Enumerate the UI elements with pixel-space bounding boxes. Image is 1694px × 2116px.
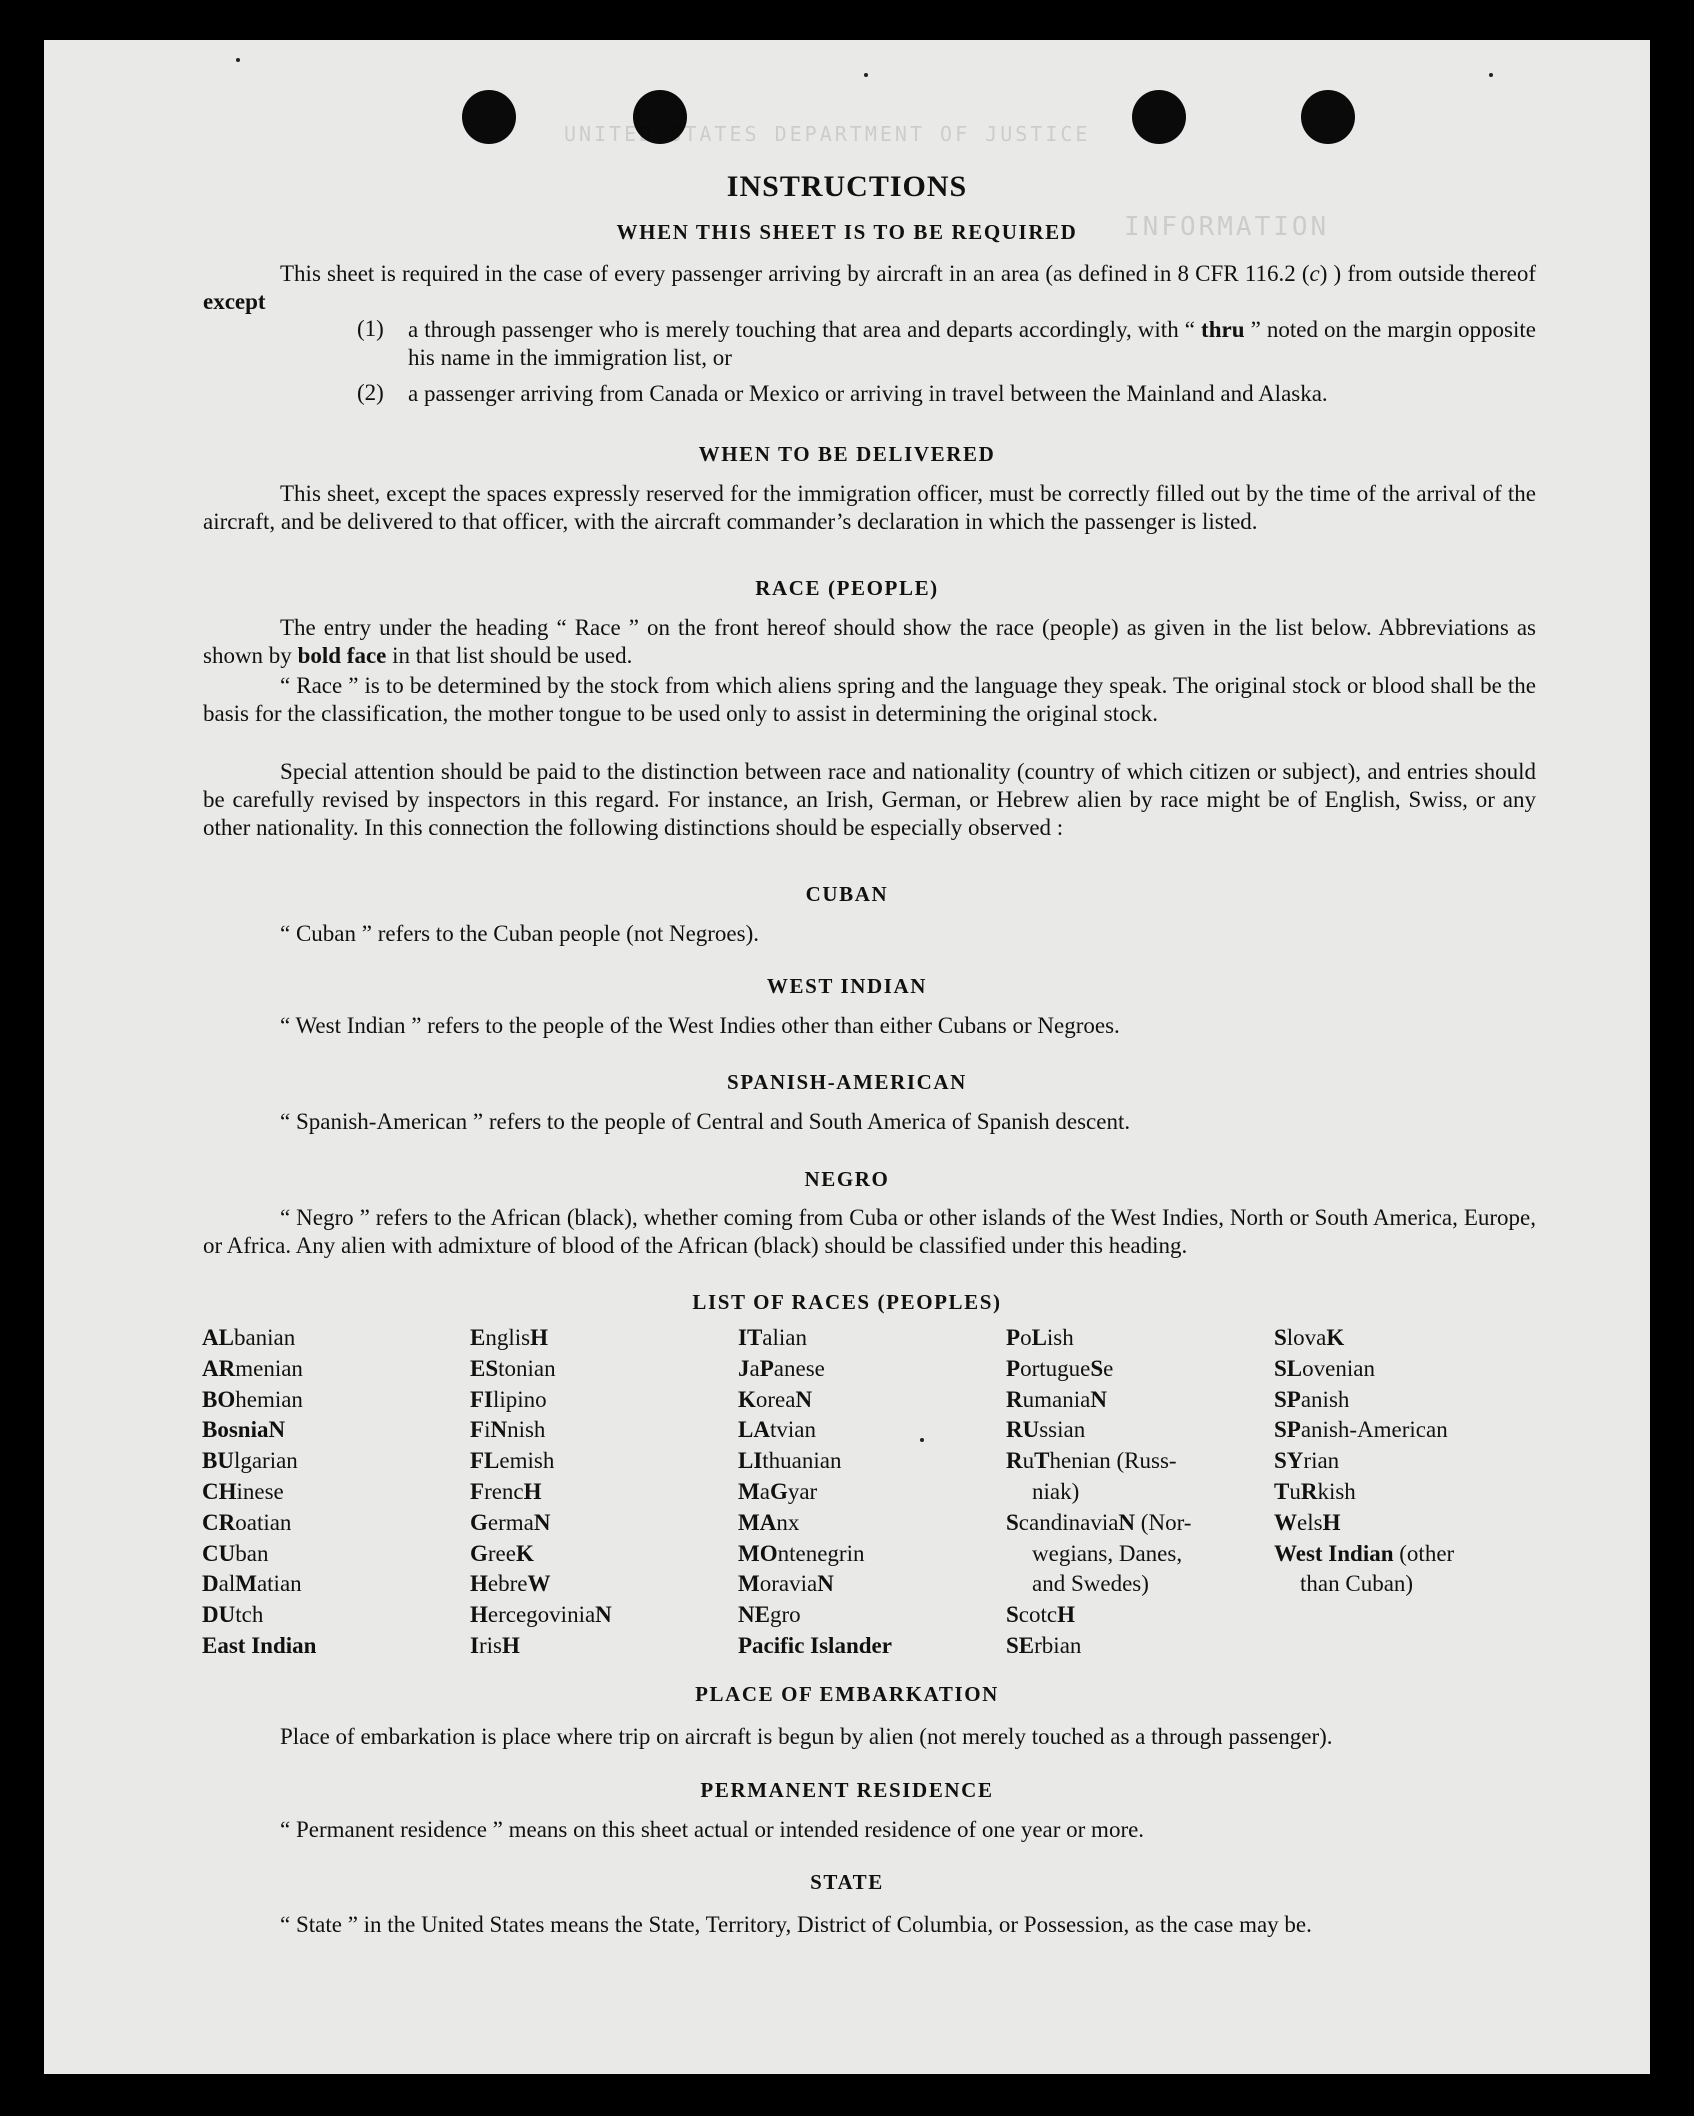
race-entry [738, 1600, 892, 1631]
race-text: renc [484, 1478, 524, 1504]
bleedthrough-text: UNITED STATES DEPARTMENT OF JUSTICE [564, 122, 1091, 146]
bleedthrough-text: INFORMATION [1124, 212, 1330, 242]
race-text: anish [1300, 1386, 1350, 1412]
race-entry [1274, 1323, 1454, 1354]
race-abbrev: CU [202, 1540, 236, 1566]
race-text: (Nor- [1135, 1509, 1192, 1535]
race-text: candinavia [1018, 1509, 1119, 1535]
race-text: ish [1046, 1325, 1074, 1350]
race-entry [202, 1569, 316, 1600]
race-abbrev: IT [738, 1325, 763, 1350]
race-text: lipino [493, 1386, 547, 1412]
race-text: ban [235, 1540, 269, 1566]
race-text: lgarian [233, 1448, 298, 1474]
race-abbrev: SY [1274, 1448, 1304, 1474]
race-abbrev: CR [202, 1509, 236, 1535]
race-text: niak) [1032, 1478, 1080, 1504]
speck [920, 1438, 924, 1442]
race-text: oravia [759, 1571, 818, 1597]
race-text: kish [1317, 1478, 1356, 1504]
race-text: gro [769, 1602, 801, 1628]
paragraph: “ West Indian ” refers to the people of the West Indies other than either Cubans or Negroes. [280, 1013, 1120, 1038]
race-list-column [470, 1323, 612, 1662]
race-abbrev: BU [202, 1448, 234, 1474]
race-text: ssian [1039, 1417, 1086, 1443]
race-text: els [1297, 1509, 1323, 1535]
race-entry [470, 1385, 612, 1416]
race-abbrev: M [738, 1571, 760, 1597]
race-entry [202, 1600, 316, 1631]
race-entry [738, 1539, 892, 1570]
race-entry [470, 1508, 612, 1539]
race-abbrev: L [1031, 1325, 1047, 1350]
race-text: ree [487, 1540, 516, 1566]
race-abbrev: H [530, 1325, 548, 1350]
race-entry [470, 1446, 612, 1477]
race-text: tvian [769, 1417, 816, 1443]
race-list-column [1006, 1323, 1191, 1662]
section-heading: PERMANENT RESIDENCE [700, 1778, 994, 1802]
paragraph: Special attention should be paid to the distinction between race and nationality (country of which citizen or subject), and entries should be carefully revised by inspectors in this regard. For instance, an Irish, German, or Hebrew alien by race might be of English, Swiss, or any other nationality. In this connection the following distinctions should be especially observed : [203, 759, 1536, 840]
race-abbrev: FI [470, 1386, 493, 1412]
race-abbrev: SP [1274, 1386, 1301, 1412]
paragraph: Place of embarkation is place where trip on aircraft is begun by alien (not merely touched as a through passenger). [280, 1724, 1333, 1749]
race-entry [470, 1415, 612, 1446]
race-abbrev: N [817, 1571, 834, 1597]
race-text: erma [487, 1509, 534, 1535]
paragraph: This sheet, except the spaces expressly reserved for the immigration officer, must be correctly filled out by the time of the arrival of the aircraft, and be delivered to that officer, with the aircraft commander’s declaration in which the passenger is listed. [203, 481, 1536, 534]
race-list-column [1274, 1323, 1454, 1600]
race-entry [738, 1415, 892, 1446]
race-abbrev: H [470, 1602, 488, 1628]
race-text: nish [507, 1417, 546, 1443]
race-abbrev: T [1034, 1448, 1050, 1474]
race-entry [1274, 1477, 1454, 1508]
race-abbrev: P [1006, 1355, 1021, 1381]
race-entry [1006, 1631, 1191, 1662]
race-entry [1274, 1446, 1454, 1477]
race-entry [470, 1631, 612, 1662]
race-entry [1274, 1508, 1454, 1539]
race-text: alian [762, 1325, 807, 1350]
list-item: a through passenger who is merely touching that area and departs accordingly, with “ thru ” noted on the margin opposite his name in the immigration list, or [408, 317, 1536, 370]
race-text: ortugue [1020, 1355, 1091, 1381]
race-entry [1274, 1415, 1454, 1446]
race-abbrev: M [738, 1478, 760, 1504]
race-entry [1006, 1323, 1191, 1354]
document-sheet [44, 40, 1650, 2074]
race-text: al [218, 1571, 236, 1597]
race-abbrev: Pacific Islander [738, 1632, 892, 1658]
list-item: a passenger arriving from Canada or Mexico or arriving in travel between the Mainland and Alaska. [408, 381, 1328, 406]
race-abbrev: N [268, 1417, 286, 1443]
race-entry [1274, 1539, 1454, 1570]
race-abbrev: H [1057, 1602, 1075, 1628]
race-text: i [484, 1417, 491, 1443]
race-entry [202, 1631, 316, 1662]
race-abbrev: N [490, 1417, 508, 1443]
race-entry [1006, 1569, 1191, 1600]
race-abbrev: F [470, 1478, 485, 1504]
race-abbrev: D [202, 1571, 219, 1597]
section-heading: WHEN TO BE DELIVERED [698, 442, 996, 466]
punch-hole [462, 90, 516, 144]
race-abbrev: R [1006, 1386, 1023, 1412]
race-text: u [1289, 1478, 1301, 1504]
race-abbrev: K [1326, 1325, 1345, 1350]
race-text: tonian [498, 1355, 556, 1381]
race-entry [470, 1323, 612, 1354]
race-entry [470, 1354, 612, 1385]
race-abbrev: R [1300, 1478, 1318, 1504]
race-abbrev: NE [738, 1602, 770, 1628]
list-number: (1) [357, 316, 384, 341]
race-text: (other [1393, 1540, 1455, 1566]
race-abbrev: M [235, 1571, 257, 1597]
race-text: tch [235, 1602, 264, 1628]
race-abbrev: H [501, 1632, 520, 1658]
race-abbrev: H [470, 1571, 488, 1597]
race-text: ovenian [1302, 1355, 1375, 1381]
section-heading: NEGRO [804, 1167, 890, 1191]
race-abbrev: J [738, 1355, 750, 1381]
speck [864, 73, 868, 77]
paragraph: “ Race ” is to be determined by the stock from which aliens spring and the language they speak. The original stock or blood shall be the basis for the classification, the mother tongue to be used only to assist in determining the original stock. [203, 673, 1536, 726]
race-entry [738, 1385, 892, 1416]
race-abbrev: RU [1006, 1417, 1040, 1443]
race-text: anese [773, 1355, 825, 1381]
race-entry [1006, 1539, 1191, 1570]
race-entry [1006, 1415, 1191, 1446]
race-text: ebre [487, 1571, 528, 1597]
race-abbrev: G [470, 1540, 488, 1566]
race-abbrev: S [1090, 1355, 1104, 1381]
race-abbrev: West Indian [1274, 1540, 1394, 1566]
race-abbrev: DU [202, 1602, 236, 1628]
punch-hole [1132, 90, 1186, 144]
race-text: wegians, Danes, [1032, 1540, 1183, 1566]
race-text: thuanian [762, 1448, 842, 1474]
list-number: (2) [357, 380, 384, 405]
race-abbrev: P [1006, 1325, 1021, 1350]
race-abbrev: N [595, 1602, 612, 1628]
race-entry [202, 1508, 316, 1539]
race-entry [1006, 1446, 1191, 1477]
race-entry [738, 1446, 892, 1477]
race-abbrev: H [1322, 1509, 1341, 1535]
race-abbrev: S [1274, 1325, 1287, 1350]
race-entry [1274, 1354, 1454, 1385]
race-text: banian [233, 1325, 296, 1350]
race-abbrev: S [1006, 1602, 1019, 1628]
race-entry [202, 1539, 316, 1570]
section-heading: LIST OF RACES (PEOPLES) [692, 1290, 1002, 1314]
race-abbrev: S [1006, 1509, 1019, 1535]
race-abbrev: BO [202, 1386, 236, 1412]
paragraph: “ Cuban ” refers to the Cuban people (not Negroes). [280, 921, 760, 946]
race-text: umania [1022, 1386, 1091, 1412]
page-title: INSTRUCTIONS [726, 170, 968, 203]
section-heading: STATE [810, 1870, 884, 1894]
race-text: yar [787, 1478, 818, 1504]
race-abbrev: H [523, 1478, 542, 1504]
race-abbrev: Bosnia [202, 1417, 269, 1443]
race-entry [470, 1477, 612, 1508]
race-text: a [749, 1355, 760, 1381]
race-abbrev: N [1118, 1509, 1136, 1535]
race-entry [470, 1539, 612, 1570]
race-text: hemian [235, 1386, 303, 1412]
race-text: oatian [235, 1509, 292, 1535]
speck [1489, 73, 1493, 77]
race-text: and Swedes) [1032, 1571, 1149, 1597]
race-entry [738, 1323, 892, 1354]
race-abbrev: G [470, 1509, 488, 1535]
section-heading: CUBAN [805, 882, 889, 906]
race-abbrev: MA [738, 1509, 777, 1535]
race-entry [1006, 1354, 1191, 1385]
race-text: orea [755, 1386, 796, 1412]
paragraph: “ Negro ” refers to the African (black), whether coming from Cuba or other islands of the West Indies, North or South America, Europe, or Africa. Any alien with admixture of blood of the African (black) should be classified under this heading. [203, 1205, 1536, 1258]
section-heading: PLACE OF EMBARKATION [695, 1682, 999, 1706]
race-entry [202, 1415, 316, 1446]
speck [236, 58, 240, 62]
section-heading: WHEN THIS SHEET IS TO BE REQUIRED [616, 220, 1078, 244]
race-abbrev: SL [1274, 1355, 1303, 1381]
paragraph: The entry under the heading “ Race ” on the front hereof should show the race (people) as given in the list below. Abbreviations as shown by bold face in that list should be used. [203, 615, 1536, 668]
race-abbrev: ES [470, 1355, 499, 1381]
race-text: ntenegrin [777, 1540, 865, 1566]
race-text: rbian [1034, 1632, 1082, 1658]
race-abbrev: N [1090, 1386, 1107, 1412]
race-entry [202, 1323, 316, 1354]
race-text: u [1022, 1448, 1035, 1474]
race-entry [1006, 1477, 1191, 1508]
race-abbrev: LI [738, 1448, 763, 1474]
race-entry [202, 1446, 316, 1477]
race-text: ercegovinia [487, 1602, 596, 1628]
section-heading: RACE (PEOPLE) [755, 576, 939, 600]
race-abbrev: East Indian [202, 1632, 317, 1658]
intro-paragraph: This sheet is required in the case of every passenger arriving by aircraft in an area (as defined in 8 CFR 116.2 (c) ) from outside thereof except [203, 261, 1536, 314]
race-text: o [1020, 1325, 1032, 1350]
race-abbrev: AL [202, 1325, 234, 1350]
race-text: e [1103, 1355, 1114, 1381]
race-entry [470, 1569, 612, 1600]
race-abbrev: R [1006, 1448, 1023, 1474]
race-text: nglis [485, 1325, 531, 1350]
race-text: than Cuban) [1300, 1571, 1414, 1597]
race-text: ris [478, 1632, 502, 1658]
race-list-column [202, 1323, 316, 1662]
race-text: henian (Russ- [1049, 1448, 1177, 1474]
race-list-column [738, 1323, 892, 1662]
race-entry [738, 1569, 892, 1600]
race-abbrev: N [533, 1509, 551, 1535]
race-text: rian [1303, 1448, 1340, 1474]
race-entry [738, 1354, 892, 1385]
race-entry [1006, 1600, 1191, 1631]
race-entry [202, 1385, 316, 1416]
race-abbrev: G [769, 1478, 788, 1504]
race-entry [738, 1477, 892, 1508]
race-abbrev: FL [470, 1448, 500, 1474]
section-heading: SPANISH-AMERICAN [727, 1070, 967, 1094]
race-abbrev: K [738, 1386, 756, 1412]
race-text: cotc [1018, 1602, 1058, 1628]
race-abbrev: CH [202, 1478, 237, 1504]
race-abbrev: K [515, 1540, 534, 1566]
race-entry [470, 1600, 612, 1631]
paragraph: “ Spanish-American ” refers to the people of Central and South America of Spanish descent. [280, 1109, 1131, 1134]
race-abbrev: LA [738, 1417, 770, 1443]
race-abbrev: W [527, 1571, 551, 1597]
race-text: atian [256, 1571, 302, 1597]
race-abbrev: W [1274, 1509, 1297, 1535]
paragraph: “ State ” in the United States means the State, Territory, District of Columbia, or Possession, as the case may be. [280, 1912, 1312, 1937]
race-abbrev: AR [202, 1355, 236, 1381]
race-entry [202, 1354, 316, 1385]
race-abbrev: P [759, 1355, 774, 1381]
race-entry [1006, 1508, 1191, 1539]
race-text: a [759, 1478, 770, 1504]
race-entry [202, 1477, 316, 1508]
race-text: inese [236, 1478, 284, 1504]
race-entry [738, 1631, 892, 1662]
paragraph: “ Permanent residence ” means on this sheet actual or intended residence of one year or more. [280, 1817, 1145, 1842]
race-abbrev: N [795, 1386, 813, 1412]
race-abbrev: SE [1006, 1632, 1035, 1658]
race-text: nx [776, 1509, 800, 1535]
race-abbrev: E [470, 1325, 486, 1350]
race-entry [1274, 1385, 1454, 1416]
race-text: anish-American [1300, 1417, 1448, 1443]
race-text: lova [1286, 1325, 1327, 1350]
race-entry [738, 1508, 892, 1539]
race-abbrev: T [1274, 1478, 1290, 1504]
race-entry [1274, 1569, 1454, 1600]
section-heading: WEST INDIAN [766, 974, 928, 998]
race-abbrev: MO [738, 1540, 778, 1566]
race-entry [1006, 1385, 1191, 1416]
race-abbrev: I [470, 1632, 479, 1658]
race-abbrev: SP [1274, 1417, 1301, 1443]
race-text: emish [499, 1448, 555, 1474]
punch-hole [1301, 90, 1355, 144]
race-text: menian [235, 1355, 303, 1381]
race-abbrev: F [470, 1417, 485, 1443]
